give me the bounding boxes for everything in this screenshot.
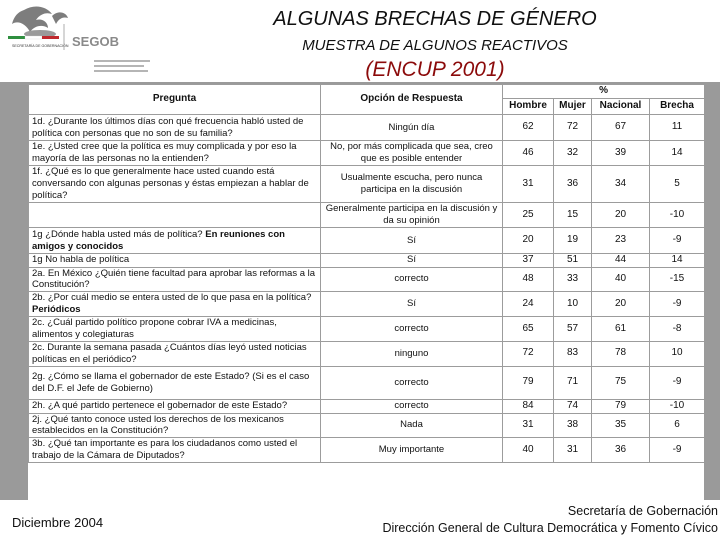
hombre-value-cell: 62 (503, 115, 554, 141)
mujer-value-cell: 32 (554, 141, 592, 166)
nacional-value-cell: 75 (592, 366, 650, 399)
nacional-value-cell: 34 (592, 166, 650, 203)
hombre-value-cell: 79 (503, 366, 554, 399)
brecha-value-cell: -9 (650, 438, 705, 463)
hombre-value-cell: 72 (503, 341, 554, 366)
answer-option-cell: No, por más complicada que sea, creo que es posible entender (321, 141, 503, 166)
hombre-value-cell: 48 (503, 267, 554, 292)
question-text: 1g ¿Dónde habla usted más de política? (32, 228, 206, 240)
question-text: 2g. ¿Cómo se llama el gobernador de este Estado? (Si es el caso del D.F. el Jefe de Gobierno) (32, 370, 310, 394)
nacional-value-cell: 35 (592, 413, 650, 438)
footer-organization (382, 503, 718, 537)
nacional-value-cell: 78 (592, 341, 650, 366)
question-cell (29, 228, 321, 254)
data-table-sheet (28, 84, 704, 500)
table-row (29, 399, 705, 413)
answer-option-cell: correcto (321, 267, 503, 292)
nacional-value-cell: 40 (592, 267, 650, 292)
question-cell (29, 141, 321, 166)
mujer-value-cell: 33 (554, 267, 592, 292)
mujer-value-cell: 72 (554, 115, 592, 141)
question-cell (29, 254, 321, 268)
table-row (29, 166, 705, 203)
table-row (29, 267, 705, 292)
segob-logo (2, 2, 160, 80)
question-text: 1e. ¿Usted cree que la política es muy complicada y por eso la mayoría de las personas no la entienden? (32, 141, 297, 164)
nacional-value-cell: 23 (592, 228, 650, 254)
nacional-value-cell: 39 (592, 141, 650, 166)
question-bold-text: Periódicos (32, 304, 81, 316)
survey-title: (ENCUP 2001) (365, 58, 505, 81)
nacional-value-cell: 67 (592, 115, 650, 141)
brecha-value-cell: 14 (650, 254, 705, 268)
brecha-value-cell: -9 (650, 366, 705, 399)
question-cell (29, 166, 321, 203)
table-row (29, 115, 705, 141)
answer-option-cell: Ningún día (321, 115, 503, 141)
mujer-value-cell: 74 (554, 399, 592, 413)
table-row (29, 203, 705, 228)
hombre-value-cell: 20 (503, 228, 554, 254)
hombre-value-cell: 84 (503, 399, 554, 413)
footer-org-line-2: Dirección General de Cultura Democrática y Fomento Cívico (382, 521, 718, 535)
question-text: 2b. ¿Por cuál medio se entera usted de lo que pasa en la política? (32, 292, 312, 304)
mujer-value-cell: 31 (554, 438, 592, 463)
question-cell (29, 438, 321, 463)
col-header-opcion: Opción de Respuesta (321, 85, 503, 115)
question-text: 2h. ¿A qué partido pertenece el gobernador de este Estado? (32, 400, 288, 412)
nacional-value-cell: 36 (592, 438, 650, 463)
table-row (29, 228, 705, 254)
table-row (29, 292, 705, 317)
mujer-value-cell: 51 (554, 254, 592, 268)
answer-option-cell: ninguno (321, 341, 503, 366)
question-bold-text: En reuniones con amigos y conocidos (32, 228, 285, 252)
question-cell (29, 267, 321, 292)
nacional-value-cell: 44 (592, 254, 650, 268)
mujer-value-cell: 10 (554, 292, 592, 317)
question-text: 2c. Durante la semana pasada ¿Cuántos días leyó usted noticias políticas en el periódico? (32, 341, 307, 365)
table-row (29, 341, 705, 366)
mujer-value-cell: 38 (554, 413, 592, 438)
hombre-value-cell: 25 (503, 203, 554, 228)
mujer-value-cell: 71 (554, 366, 592, 399)
hombre-value-cell: 24 (503, 292, 554, 317)
brecha-value-cell: -10 (650, 203, 705, 228)
page-subtitle: MUESTRA DE ALGUNOS REACTIVOS (302, 37, 568, 54)
nacional-value-cell: 61 (592, 317, 650, 342)
brecha-value-cell: 10 (650, 341, 705, 366)
question-text: 3b. ¿Qué tan importante es para los ciudadanos como usted el trabajo de la Cámara de Diputados? (32, 438, 298, 462)
question-cell (29, 366, 321, 399)
col-header-nacional: Nacional (592, 99, 650, 115)
table-row (29, 141, 705, 166)
table-row (29, 317, 705, 342)
table-row (29, 366, 705, 399)
col-header-brecha: Brecha (650, 99, 705, 115)
brecha-value-cell: 14 (650, 141, 705, 166)
question-text: 1g No habla de política (32, 254, 130, 266)
question-text: 2c. ¿Cuál partido político propone cobrar IVA a medicinas, alimentos y colegiaturas (32, 317, 277, 340)
footer-date: Diciembre 2004 (12, 515, 104, 530)
brecha-value-cell: 11 (650, 115, 705, 141)
answer-option-cell: Generalmente participa en la discusión y da su opinión (321, 203, 503, 228)
footer-org-line-1: Secretaría de Gobernación (567, 504, 718, 518)
question-text: 1f. ¿Qué es lo que generalmente hace usted cuando está conversando con algunas personas y éstas empiezan a hablar de política? (32, 166, 309, 201)
hombre-value-cell: 65 (503, 317, 554, 342)
answer-option-cell: correcto (321, 317, 503, 342)
col-header-pregunta: Pregunta (29, 85, 321, 115)
logo-subtitle: SECRETARÍA DE GOBERNACIÓN (12, 44, 69, 48)
question-cell (29, 203, 321, 228)
nacional-value-cell: 20 (592, 292, 650, 317)
question-text: 2a. En México ¿Quién tiene facultad para aprobar las reformas a la Constitución? (32, 267, 316, 291)
col-header-mujer: Mujer (554, 99, 592, 115)
mujer-value-cell: 57 (554, 317, 592, 342)
col-header-percent: % (503, 85, 705, 99)
brecha-value-cell: -8 (650, 317, 705, 342)
answer-option-cell: Sí (321, 292, 503, 317)
table-row (29, 254, 705, 268)
question-cell (29, 292, 321, 317)
hombre-value-cell: 31 (503, 166, 554, 203)
page-title: ALGUNAS BRECHAS DE GÉNERO (273, 8, 597, 30)
hombre-value-cell: 37 (503, 254, 554, 268)
hombre-value-cell: 31 (503, 413, 554, 438)
logo-brand-text: SEGOB (72, 34, 119, 49)
answer-option-cell: correcto (321, 399, 503, 413)
question-cell (29, 399, 321, 413)
hombre-value-cell: 46 (503, 141, 554, 166)
brecha-value-cell: 5 (650, 166, 705, 203)
question-cell (29, 317, 321, 342)
question-cell (29, 341, 321, 366)
hombre-value-cell: 40 (503, 438, 554, 463)
mujer-value-cell: 83 (554, 341, 592, 366)
brecha-value-cell: -15 (650, 267, 705, 292)
table-row (29, 438, 705, 463)
brecha-value-cell: 6 (650, 413, 705, 438)
answer-option-cell: Sí (321, 254, 503, 268)
question-text: 2j. ¿Qué tanto conoce usted los derechos de los mexicanos establecidos en la Constitución? (32, 413, 284, 437)
answer-option-cell: Nada (321, 413, 503, 438)
col-header-hombre: Hombre (503, 99, 554, 115)
answer-option-cell: Muy importante (321, 438, 503, 463)
question-cell (29, 413, 321, 438)
mujer-value-cell: 36 (554, 166, 592, 203)
answer-option-cell: Usualmente escucha, pero nunca participa en la discusión (321, 166, 503, 203)
nacional-value-cell: 79 (592, 399, 650, 413)
mujer-value-cell: 15 (554, 203, 592, 228)
question-cell (29, 115, 321, 141)
table-row (29, 413, 705, 438)
nacional-value-cell: 20 (592, 203, 650, 228)
brecha-value-cell: -10 (650, 399, 705, 413)
mujer-value-cell: 19 (554, 228, 592, 254)
question-text: 1d. ¿Durante los últimos días con qué frecuencia habló usted de política con personas que no son de su familia? (32, 115, 304, 139)
brecha-value-cell: -9 (650, 228, 705, 254)
brecha-value-cell: -9 (650, 292, 705, 317)
answer-option-cell: correcto (321, 366, 503, 399)
answer-option-cell: Sí (321, 228, 503, 254)
gender-gap-table (28, 84, 704, 463)
